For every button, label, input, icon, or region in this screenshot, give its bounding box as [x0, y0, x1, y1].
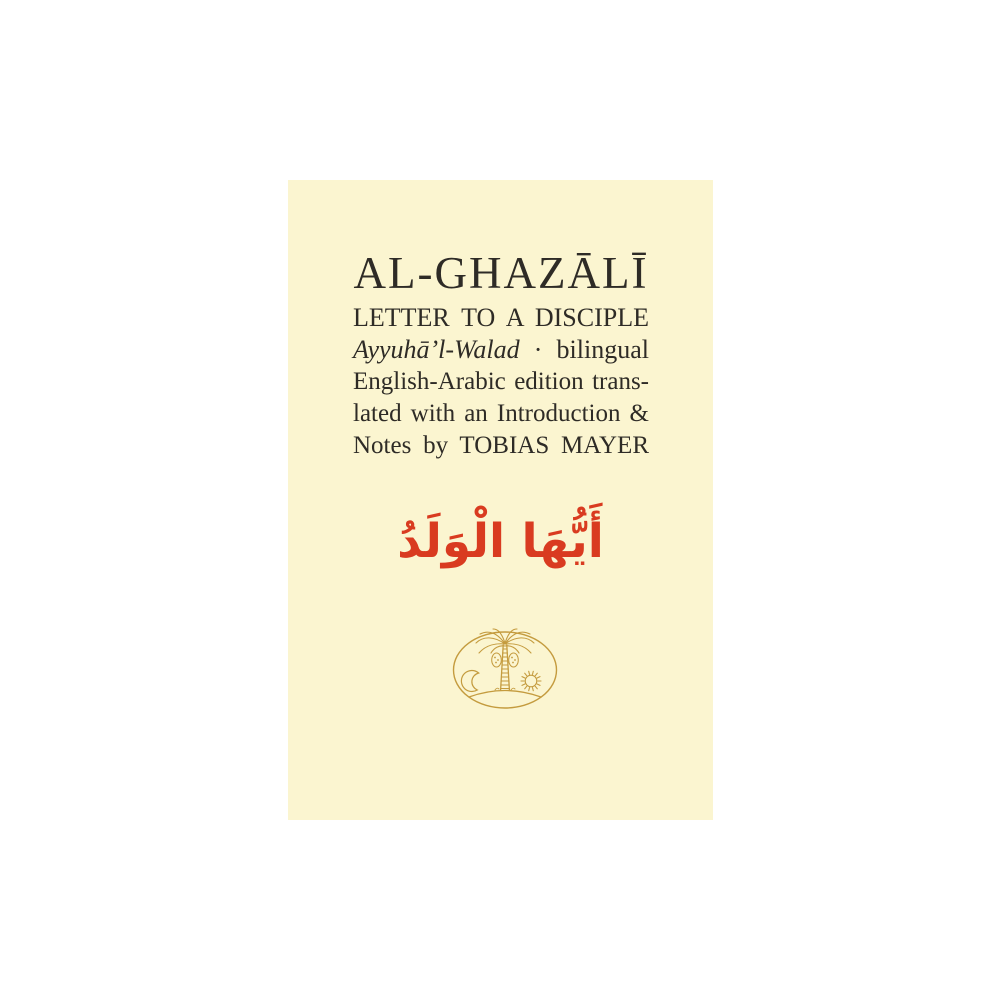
book-title: LETTER TO A DISCIPLE [353, 303, 649, 332]
description-line: lated with an Introduction & [353, 400, 649, 427]
sun-icon [521, 671, 541, 690]
transliterated-title: Ayyuhā’l-Walad [353, 335, 520, 364]
description-line: English-Arabic edition trans- [353, 368, 649, 395]
ground-line [469, 691, 541, 698]
book-cover [288, 180, 713, 820]
subtitle-line [353, 334, 649, 366]
separator-dot: · [533, 335, 543, 364]
title-block [353, 244, 649, 462]
crescent-moon-icon [461, 670, 478, 691]
author-name: AL-GHAZĀLĪ [353, 248, 649, 298]
description-line: Notes by TOBIAS MAYER [353, 432, 649, 459]
publisher-logo [449, 628, 561, 712]
subtitle-edition-word: bilingual [556, 335, 649, 364]
arabic-calligraphy: أَيُّهَا الْوَلَدُ [397, 514, 604, 569]
